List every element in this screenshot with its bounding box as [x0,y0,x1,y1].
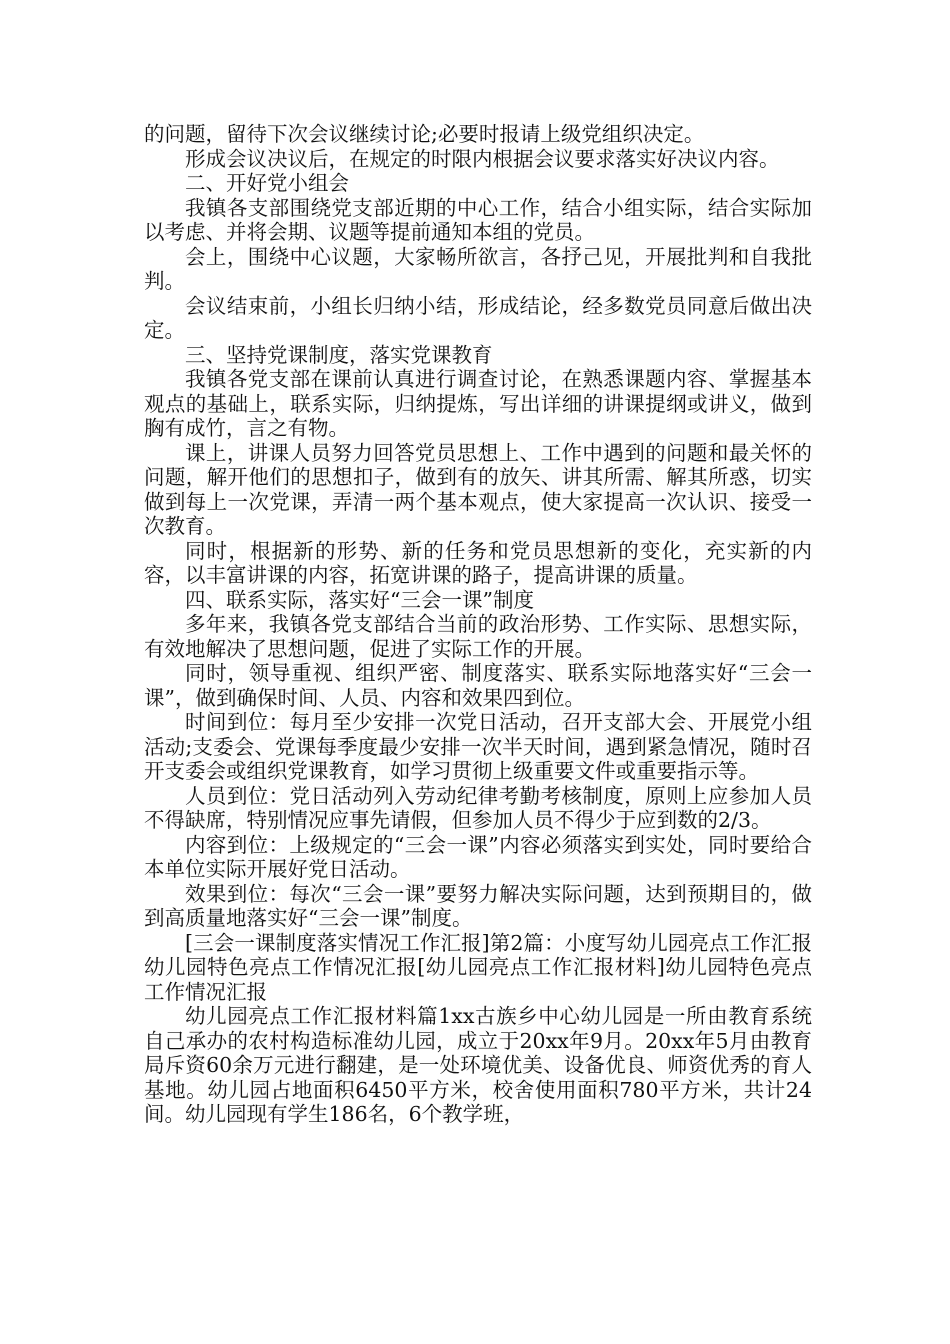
section-heading-4: 四、联系实际，落实好“三会一课”制度 [185,587,534,612]
paragraph-kindergarten: 幼儿园亮点工作汇报材料篇1xx古族乡中心幼儿园是一所由教育系统自己承办的农村构造标准幼儿园，成立于20xx年9月。20xx年5月由教育局斥资60余万元进行翻建，是一处环境优美、设备优良、师资优秀的育人基地。幼儿园占地面积6450平方米，校舍使用面积780平方米，共计24间。幼儿园现有学生186名，6个教学班， [144,1004,812,1126]
paragraph-12: 多年来，我镇各党支部结合当前的政治形势、工作实际、思想实际，有效地解决了思想问题，促进了实际工作的开展。 [144,612,812,661]
paragraph-13: 同时，领导重视、组织严密、制度落实、联系实际地落实好“三会一课”，做到确保时间、人员、内容和效果四到位。 [144,661,812,710]
section-heading-2: 二、开好党小组会 [185,171,349,195]
paragraph-2: 形成会议决议后，在规定的时限内根据会议要求落实好决议内容。 [185,146,780,171]
paragraph-10: 同时，根据新的形势、新的任务和党员思想新的变化，充实新的内容，以丰富讲课的内容，拓宽讲课的路子，提高讲课的质量。 [144,538,812,587]
paragraph-content: 内容到位：上级规定的“三会一课”内容必须落实到实处，同时要给合本单位实际开展好党日活动。 [144,832,812,881]
document-body [144,122,812,1127]
paragraph-6: 会议结束前，小组长归纳小结，形成结论，经多数党员同意后做出决定。 [144,293,812,342]
article-2-title: [三会一课制度落实情况工作汇报]第2篇：小度写幼儿园亮点工作汇报 幼儿园特色亮点工作情况汇报[幼儿园亮点工作汇报材料]幼儿园特色亮点工作情况汇报 [144,930,812,1004]
section-heading-3: 三、坚持党课制度，落实党课教育 [185,342,493,367]
paragraph-4: 我镇各支部围绕党支部近期的中心工作，结合小组实际，结合实际加以考虑、并将会期、议题等提前通知本组的党员。 [144,195,812,244]
paragraph-time: 时间到位：每月至少安排一次党日活动，召开支部大会、开展党小组活动;支委会、党课每季度最少安排一次半天时间，遇到紧急情况，随时召开支委会或组织党课教育，如学习贯彻上级重要文件或重要指示等。 [144,710,812,783]
paragraph-8: 我镇各党支部在课前认真进行调查讨论，在熟悉课题内容、掌握基本观点的基础上，联系实际，归纳提炼，写出详细的讲课提纲或讲义，做到胸有成竹，言之有物。 [144,367,812,440]
paragraph-1: 的问题，留待下次会议继续讨论;必要时报请上级党组织决定。 [144,122,705,146]
paragraph-9: 课上，讲课人员努力回答党员思想上、工作中遇到的问题和最关怀的问题，解开他们的思想扣子，做到有的放矢、讲其所需、解其所惑，切实做到每上一次党课，弄清一两个基本观点，使大家提高一次认识、接受一次教育。 [144,440,812,538]
paragraph-5: 会上，围绕中心议题，大家畅所欲言，各抒己见，开展批判和自我批判。 [144,244,812,293]
paragraph-personnel: 人员到位：党日活动列入劳动纪律考勤考核制度，原则上应参加人员不得缺席，特别情况应事先请假，但参加人员不得少于应到数的2/3。 [144,783,812,832]
paragraph-effect: 效果到位：每次“三会一课”要努力解决实际问题，达到预期目的，做到高质量地落实好“三会一课”制度。 [144,881,812,930]
